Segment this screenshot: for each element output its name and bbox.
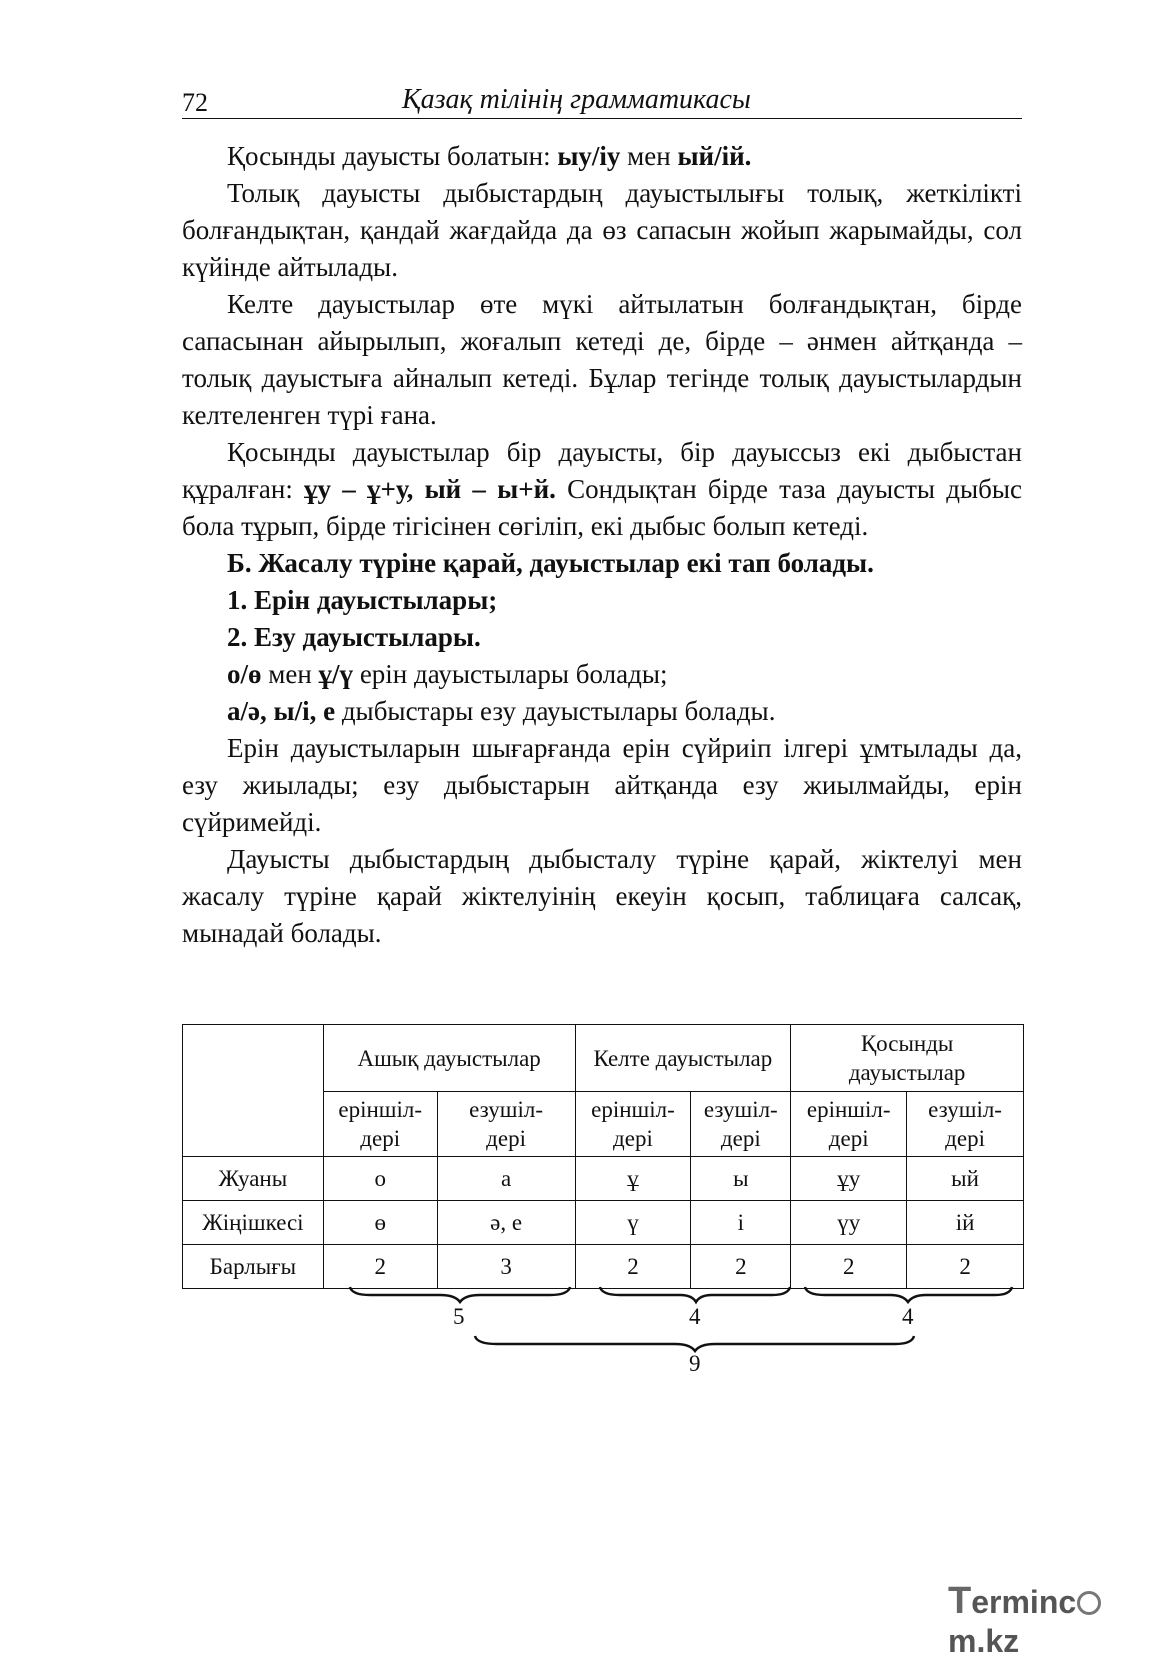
- table-header-row: [183, 1025, 1024, 1092]
- table-cell: 3: [437, 1245, 575, 1289]
- p8-text: мен: [261, 659, 319, 689]
- p1-bold-2: ый/ій.: [677, 141, 752, 171]
- paragraph-9: [182, 693, 1022, 730]
- subheader-cell: еріншіл-дері: [575, 1092, 691, 1157]
- list-item-1: 1. Ерін дауыстылары;: [227, 585, 498, 615]
- p1-bold-1: ыу/іу: [557, 141, 621, 171]
- table-cell: 2: [791, 1245, 907, 1289]
- table-cell: ә, е: [437, 1201, 575, 1245]
- paragraph-4: [182, 434, 1022, 545]
- p8-bold-1: о/ө: [227, 659, 262, 689]
- section-heading: Б. Жасалу түріне қарай, дауыстылар екі тап болады.: [227, 548, 874, 578]
- watermark-text-1: erminc: [971, 1584, 1077, 1620]
- p8-bold-2: ұ/ү: [318, 659, 354, 689]
- subheader-cell: еріншіл-дері: [791, 1092, 907, 1157]
- watermark-letter: T: [948, 1580, 972, 1622]
- brace-open: [350, 1287, 570, 1302]
- row-label: Жіңішкесі: [183, 1201, 324, 1245]
- subheader-cell: езушіл-дері: [907, 1092, 1024, 1157]
- p9-text: дыбыстары езу дауыстылары болады.: [335, 696, 776, 726]
- table-cell: 2: [323, 1245, 437, 1289]
- table-cell: о: [323, 1157, 437, 1201]
- table-cell: ый: [907, 1157, 1024, 1201]
- paragraph-10: Ерін дауыстыларын шығарғанда ерін сүйриіп ілгері ұмтылады да, езу жиылады; езу дыбыстарын айтқанда езу жиылмайды, ерін сүйримейді.: [182, 733, 1022, 837]
- brace-compound: [805, 1287, 1012, 1302]
- p1-text-2: мен: [620, 141, 678, 171]
- table-corner-cell: [183, 1025, 324, 1157]
- row-label: Жуаны: [183, 1157, 324, 1201]
- p1-text: Қосынды дауысты болатын:: [227, 141, 558, 171]
- paragraph-11: Дауысты дыбыстардың дыбысталу түріне қарай, жіктелуі мен жасалу түріне қарай жіктелуінің екеуін қосып, таблицаға салсақ, мынадай болады.: [182, 844, 1022, 948]
- table-cell: ө: [323, 1201, 437, 1245]
- watermark-text-2: m.kz: [948, 1623, 1020, 1659]
- magnifier-icon: [1077, 1591, 1101, 1615]
- p4-text: Қосынды дауыстылар бір дауысты, бір дауыссыз екі дыбыстан құралған:: [182, 437, 1022, 504]
- page-number: 72: [182, 88, 208, 117]
- table-cell: үу: [791, 1201, 907, 1245]
- p8-text-2: ерін дауыстылары болады;: [353, 659, 668, 689]
- table-row: [183, 1201, 1024, 1245]
- brace-total: [475, 1336, 914, 1351]
- table-cell: ұ: [575, 1157, 691, 1201]
- group-header-short: Келте дауыстылар: [575, 1025, 791, 1092]
- body-text: [182, 138, 1022, 952]
- vowel-table: [182, 1024, 1024, 1289]
- table-cell: 2: [907, 1245, 1024, 1289]
- group-header-open: Ашық дауыстылар: [323, 1025, 575, 1092]
- group-header-compound: Қосынды дауыстылар: [791, 1025, 1024, 1092]
- list-item-2: 2. Езу дауыстылары.: [227, 622, 481, 652]
- watermark-logo: [948, 1580, 1158, 1660]
- table-row: [183, 1245, 1024, 1289]
- page-header: [182, 82, 1022, 119]
- table-cell: ұу: [791, 1157, 907, 1201]
- paragraph-3: Келте дауыстылар өте мүкі айтылатын болғандықтан, бірде сапасынан айырылып, жоғалып кетеді де, бірде – әнмен айтқанда – толық дауыстыға айналып кетеді. Бұлар тегінде толық дауыстылардын келтеленген түрі ғана.: [182, 289, 1022, 430]
- table-cell: ы: [691, 1157, 791, 1201]
- subheader-cell: еріншіл-дері: [323, 1092, 437, 1157]
- table-cell: ү: [575, 1201, 691, 1245]
- brace-short: [600, 1287, 790, 1302]
- table-row: [183, 1157, 1024, 1201]
- p9-bold: а/ә, ы/і, е: [227, 696, 336, 726]
- paragraph-1: [182, 138, 1022, 175]
- paragraph-2: Толық дауысты дыбыстардың дауыстылығы толық, жеткілікті болғандықтан, қандай жағдайда да өз сапасын жойып жарымайды, сол күйінде айтылады.: [182, 178, 1022, 282]
- table-cell: 2: [575, 1245, 691, 1289]
- grand-total: 9: [689, 1351, 701, 1376]
- p4-bold: ұу – ұ+у, ый – ы+й.: [304, 474, 556, 504]
- table-cell: ій: [907, 1201, 1024, 1245]
- table-cell: а: [437, 1157, 575, 1201]
- row-label: Барлығы: [183, 1245, 324, 1289]
- running-title: Қазақ тілінің грамматикасы: [402, 84, 751, 115]
- group-total-compound: 4: [902, 1304, 914, 1329]
- group-total-open: 5: [453, 1304, 465, 1329]
- table-cell: 2: [691, 1245, 791, 1289]
- group-total-short: 4: [689, 1304, 701, 1329]
- p4-text-2: Сондықтан бірде таза дауысты дыбыс бола тұрып, бірде тігісінен сөгіліп, екі дыбыс болып кетеді.: [182, 474, 1022, 541]
- subheader-cell: езушіл-дері: [437, 1092, 575, 1157]
- paragraph-8: [182, 656, 1022, 693]
- subheader-cell: езушіл-дері: [691, 1092, 791, 1157]
- table-cell: і: [691, 1201, 791, 1245]
